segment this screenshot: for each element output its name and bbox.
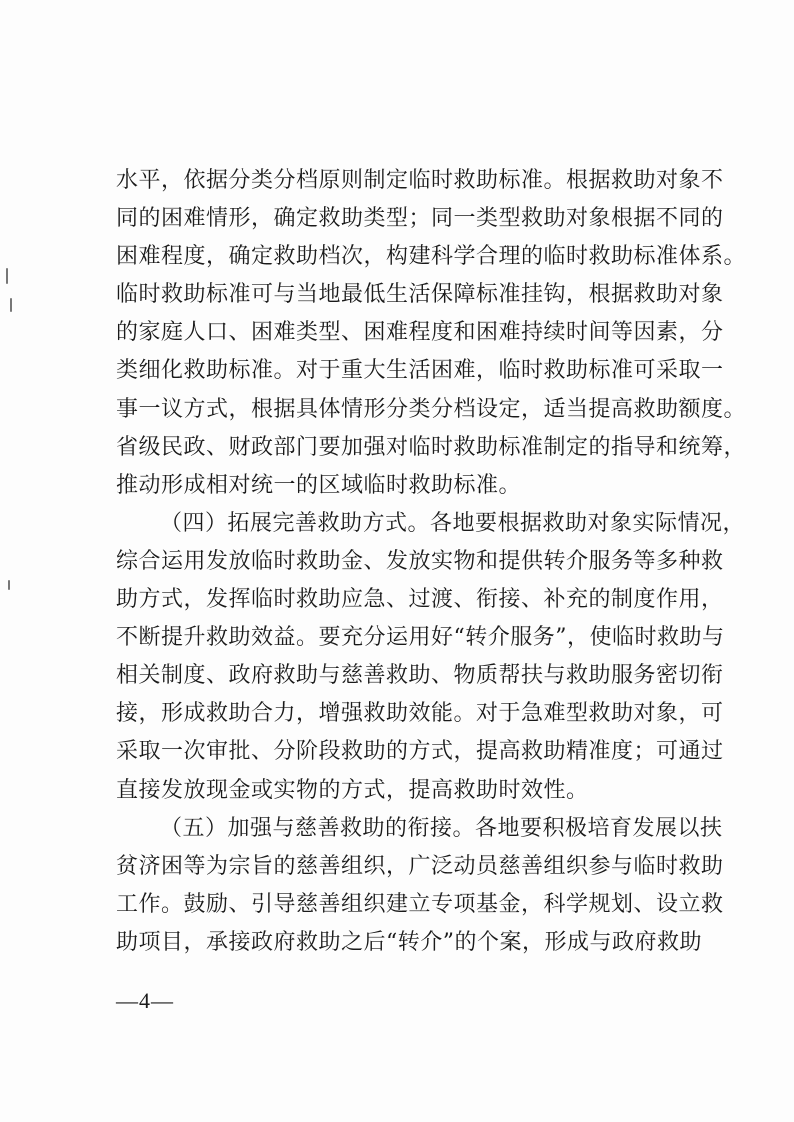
text-line: 推动形成相对统一的区域临时救助标准。: [116, 472, 522, 498]
text-line: 困难程度，确定救助档次，构建科学合理的临时救助标准体系。: [116, 244, 747, 270]
text-line: 事一议方式，根据具体情形分类分档设定，适当提高救助额度。: [116, 396, 747, 422]
text-line: 工作。鼓励、引导慈善组织建立专项基金，科学规划、设立救: [116, 891, 724, 917]
text-line: 同的困难情形，确定救助类型；同一类型救助对象根据不同的: [116, 206, 724, 232]
text-line: 类细化救助标准。对于重大生活困难，临时救助标准可采取一: [116, 358, 724, 384]
text-line: 直接发放现金或实物的方式，提高救助时效性。: [116, 777, 589, 803]
text-line: 助项目，承接政府救助之后“转介”的个案，形成与政府救助: [116, 929, 702, 955]
text-line: 相关制度、政府救助与慈善救助、物质帮扶与救助服务密切衔: [116, 663, 724, 689]
scan-mark: [6, 268, 8, 284]
section-heading-line: （五）加强与慈善救助的衔接。各地要积极培育发展以扶: [160, 815, 723, 841]
text-line: 临时救助标准可与当地最低生活保障标准挂钩，根据救助对象: [116, 282, 724, 308]
text-line: 贫济困等为宗旨的慈善组织，广泛动员慈善组织参与临时救助: [116, 853, 724, 879]
section-heading-line: （四）拓展完善救助方式。各地要根据救助对象实际情况，: [160, 510, 746, 536]
text-line: 的家庭人口、困难类型、困难程度和困难持续时间等因素，分: [116, 320, 724, 346]
text-line: 助方式，发挥临时救助应急、过渡、衔接、补充的制度作用，: [116, 587, 724, 613]
text-line: 接，形成救助合力，增强救助效能。对于急难型救助对象，可: [116, 701, 724, 727]
body-text: [116, 162, 747, 962]
text-line: 不断提升救助效益。要充分运用好“转介服务”，使临时救助与: [116, 625, 725, 651]
text-line: 省级民政、财政部门要加强对临时救助标准制定的指导和统筹，: [116, 434, 747, 460]
scan-mark: [8, 580, 10, 590]
page-number: —4—: [116, 988, 174, 1013]
text-line: 水平，依据分类分档原则制定临时救助标准。根据救助对象不: [116, 168, 724, 193]
scan-mark: [10, 298, 12, 312]
text-line: 采取一次审批、分阶段救助的方式，提高救助精准度；可通过: [116, 739, 724, 765]
text-line: 综合运用发放临时救助金、发放实物和提供转介服务等多种救: [116, 548, 724, 574]
